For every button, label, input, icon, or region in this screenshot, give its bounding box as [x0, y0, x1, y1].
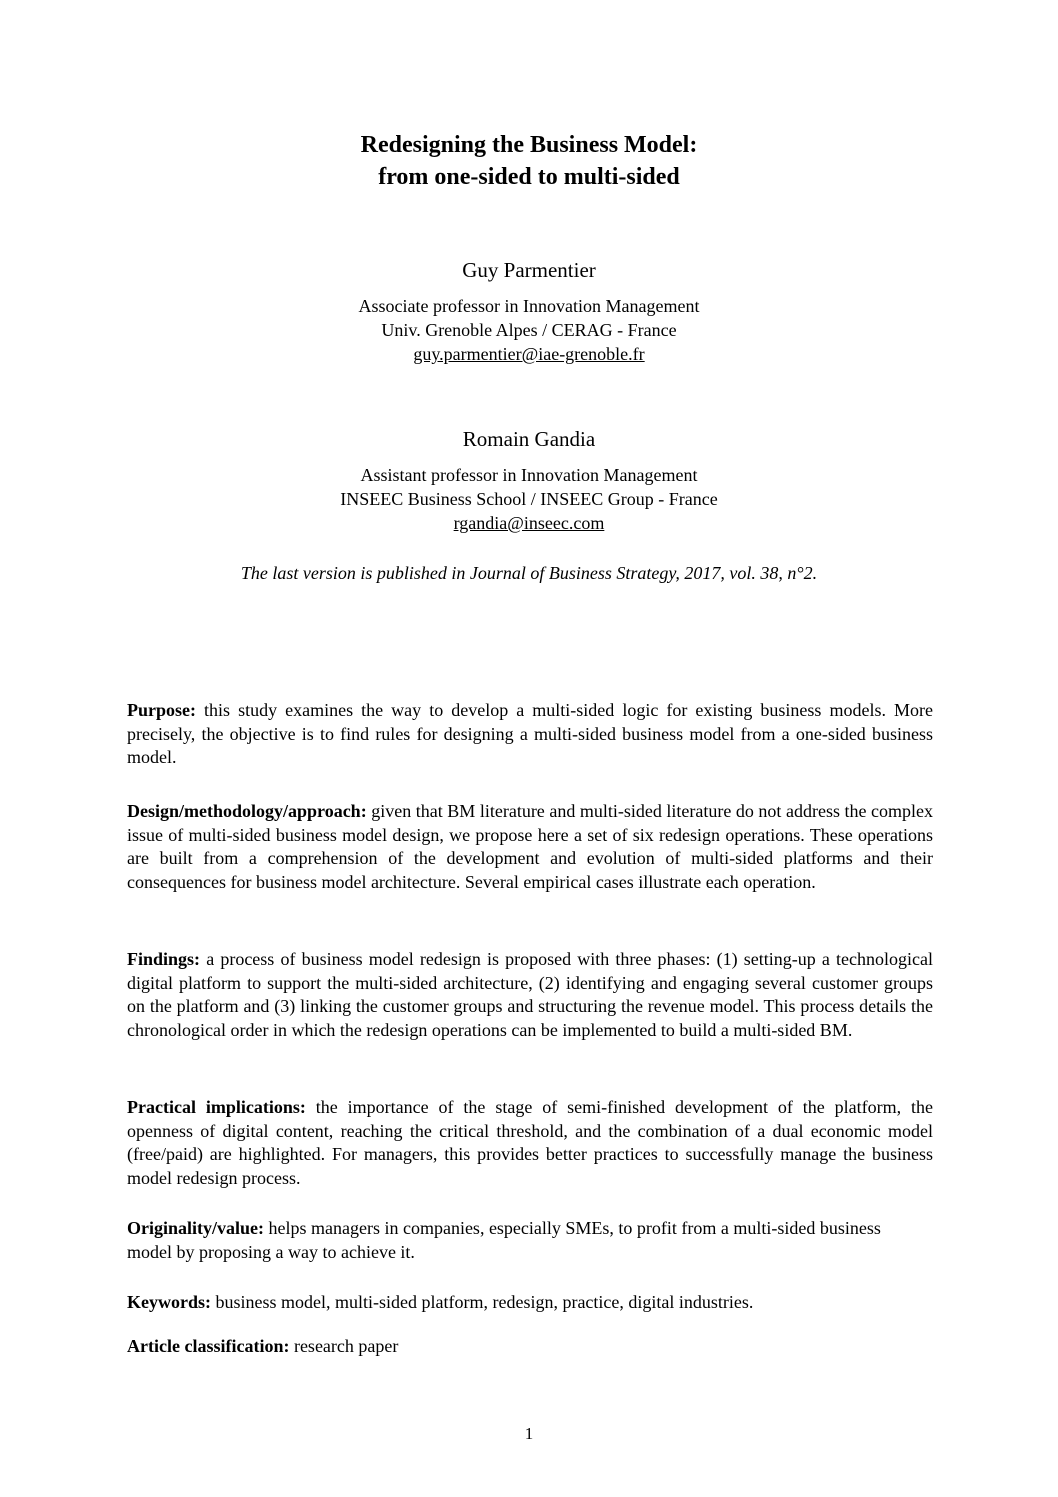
title-line-2: from one-sided to multi-sided	[378, 164, 680, 190]
section-label: Findings:	[127, 949, 201, 969]
section-label: Article classification:	[127, 1336, 290, 1356]
author-position: Associate professor in Innovation Management	[358, 296, 700, 316]
author-institution: INSEEC Business School / INSEEC Group - France	[340, 489, 718, 509]
author-name: Romain Gandia	[462, 427, 596, 451]
abstract-keywords	[127, 1291, 933, 1315]
section-text: this study examines the way to develop a multi-sided logic for existing business models. More precisely, the objective is to find rules for designing a multi-sided business model from a one-sided business model.	[127, 700, 933, 767]
author-email-link[interactable]: rgandia@inseec.com	[453, 513, 605, 533]
paper-title	[0, 129, 1058, 193]
section-text: helps managers in companies, especially SMEs, to profit from a multi-sided business model by proposing a way to achieve it.	[127, 1218, 881, 1262]
abstract-article-classification	[127, 1335, 933, 1359]
publication-note: The last version is published in Journal of Business Strategy, 2017, vol. 38, n°2.	[240, 563, 818, 583]
section-label: Purpose:	[127, 700, 196, 720]
section-label: Keywords:	[127, 1292, 211, 1312]
section-text: given that BM literature and multi-sided literature do not address the complex issue of multi-sided business model design, we propose here a set of six redesign operations. These operations are built from a comprehension of the development and evolution of multi-sided platforms and their consequences for business model architecture. Several empirical cases illustrate each operation.	[127, 801, 933, 892]
author-position: Assistant professor in Innovation Management	[360, 465, 698, 485]
author-block-2	[0, 425, 1058, 535]
section-text: a process of business model redesign is proposed with three phases: (1) setting-up a technological digital platform to support the multi-sided architecture, (2) identifying and engaging several customer groups on the platform and (3) linking the customer groups and structuring the revenue model. This process details the chronological order in which the redesign operations can be implemented to build a multi-sided BM.	[127, 949, 934, 1040]
abstract-purpose	[127, 699, 933, 770]
abstract-findings	[127, 948, 933, 1042]
section-text: business model, multi-sided platform, redesign, practice, digital industries.	[215, 1292, 754, 1312]
author-block-1	[0, 256, 1058, 366]
section-label: Practical implications:	[127, 1097, 306, 1117]
section-label: Design/methodology/approach:	[127, 801, 367, 821]
author-name: Guy Parmentier	[462, 258, 596, 282]
abstract-design-methodology	[127, 800, 933, 894]
abstract-practical-implications	[127, 1096, 933, 1190]
section-text: research paper	[293, 1336, 399, 1356]
author-email-link[interactable]: guy.parmentier@iae-grenoble.fr	[413, 344, 645, 364]
page-number: 1	[524, 1424, 534, 1443]
section-label: Originality/value:	[127, 1218, 264, 1238]
author-institution: Univ. Grenoble Alpes / CERAG - France	[381, 320, 677, 340]
title-line-1: Redesigning the Business Model:	[360, 132, 698, 158]
section-text: the importance of the stage of semi-finished development of the platform, the openness of digital content, reaching the critical threshold, and the combination of a dual economic model (free/paid) are highlighted. For managers, this provides better practices to successfully manage the business model redesign process.	[127, 1097, 934, 1188]
abstract-originality-value	[127, 1217, 917, 1264]
